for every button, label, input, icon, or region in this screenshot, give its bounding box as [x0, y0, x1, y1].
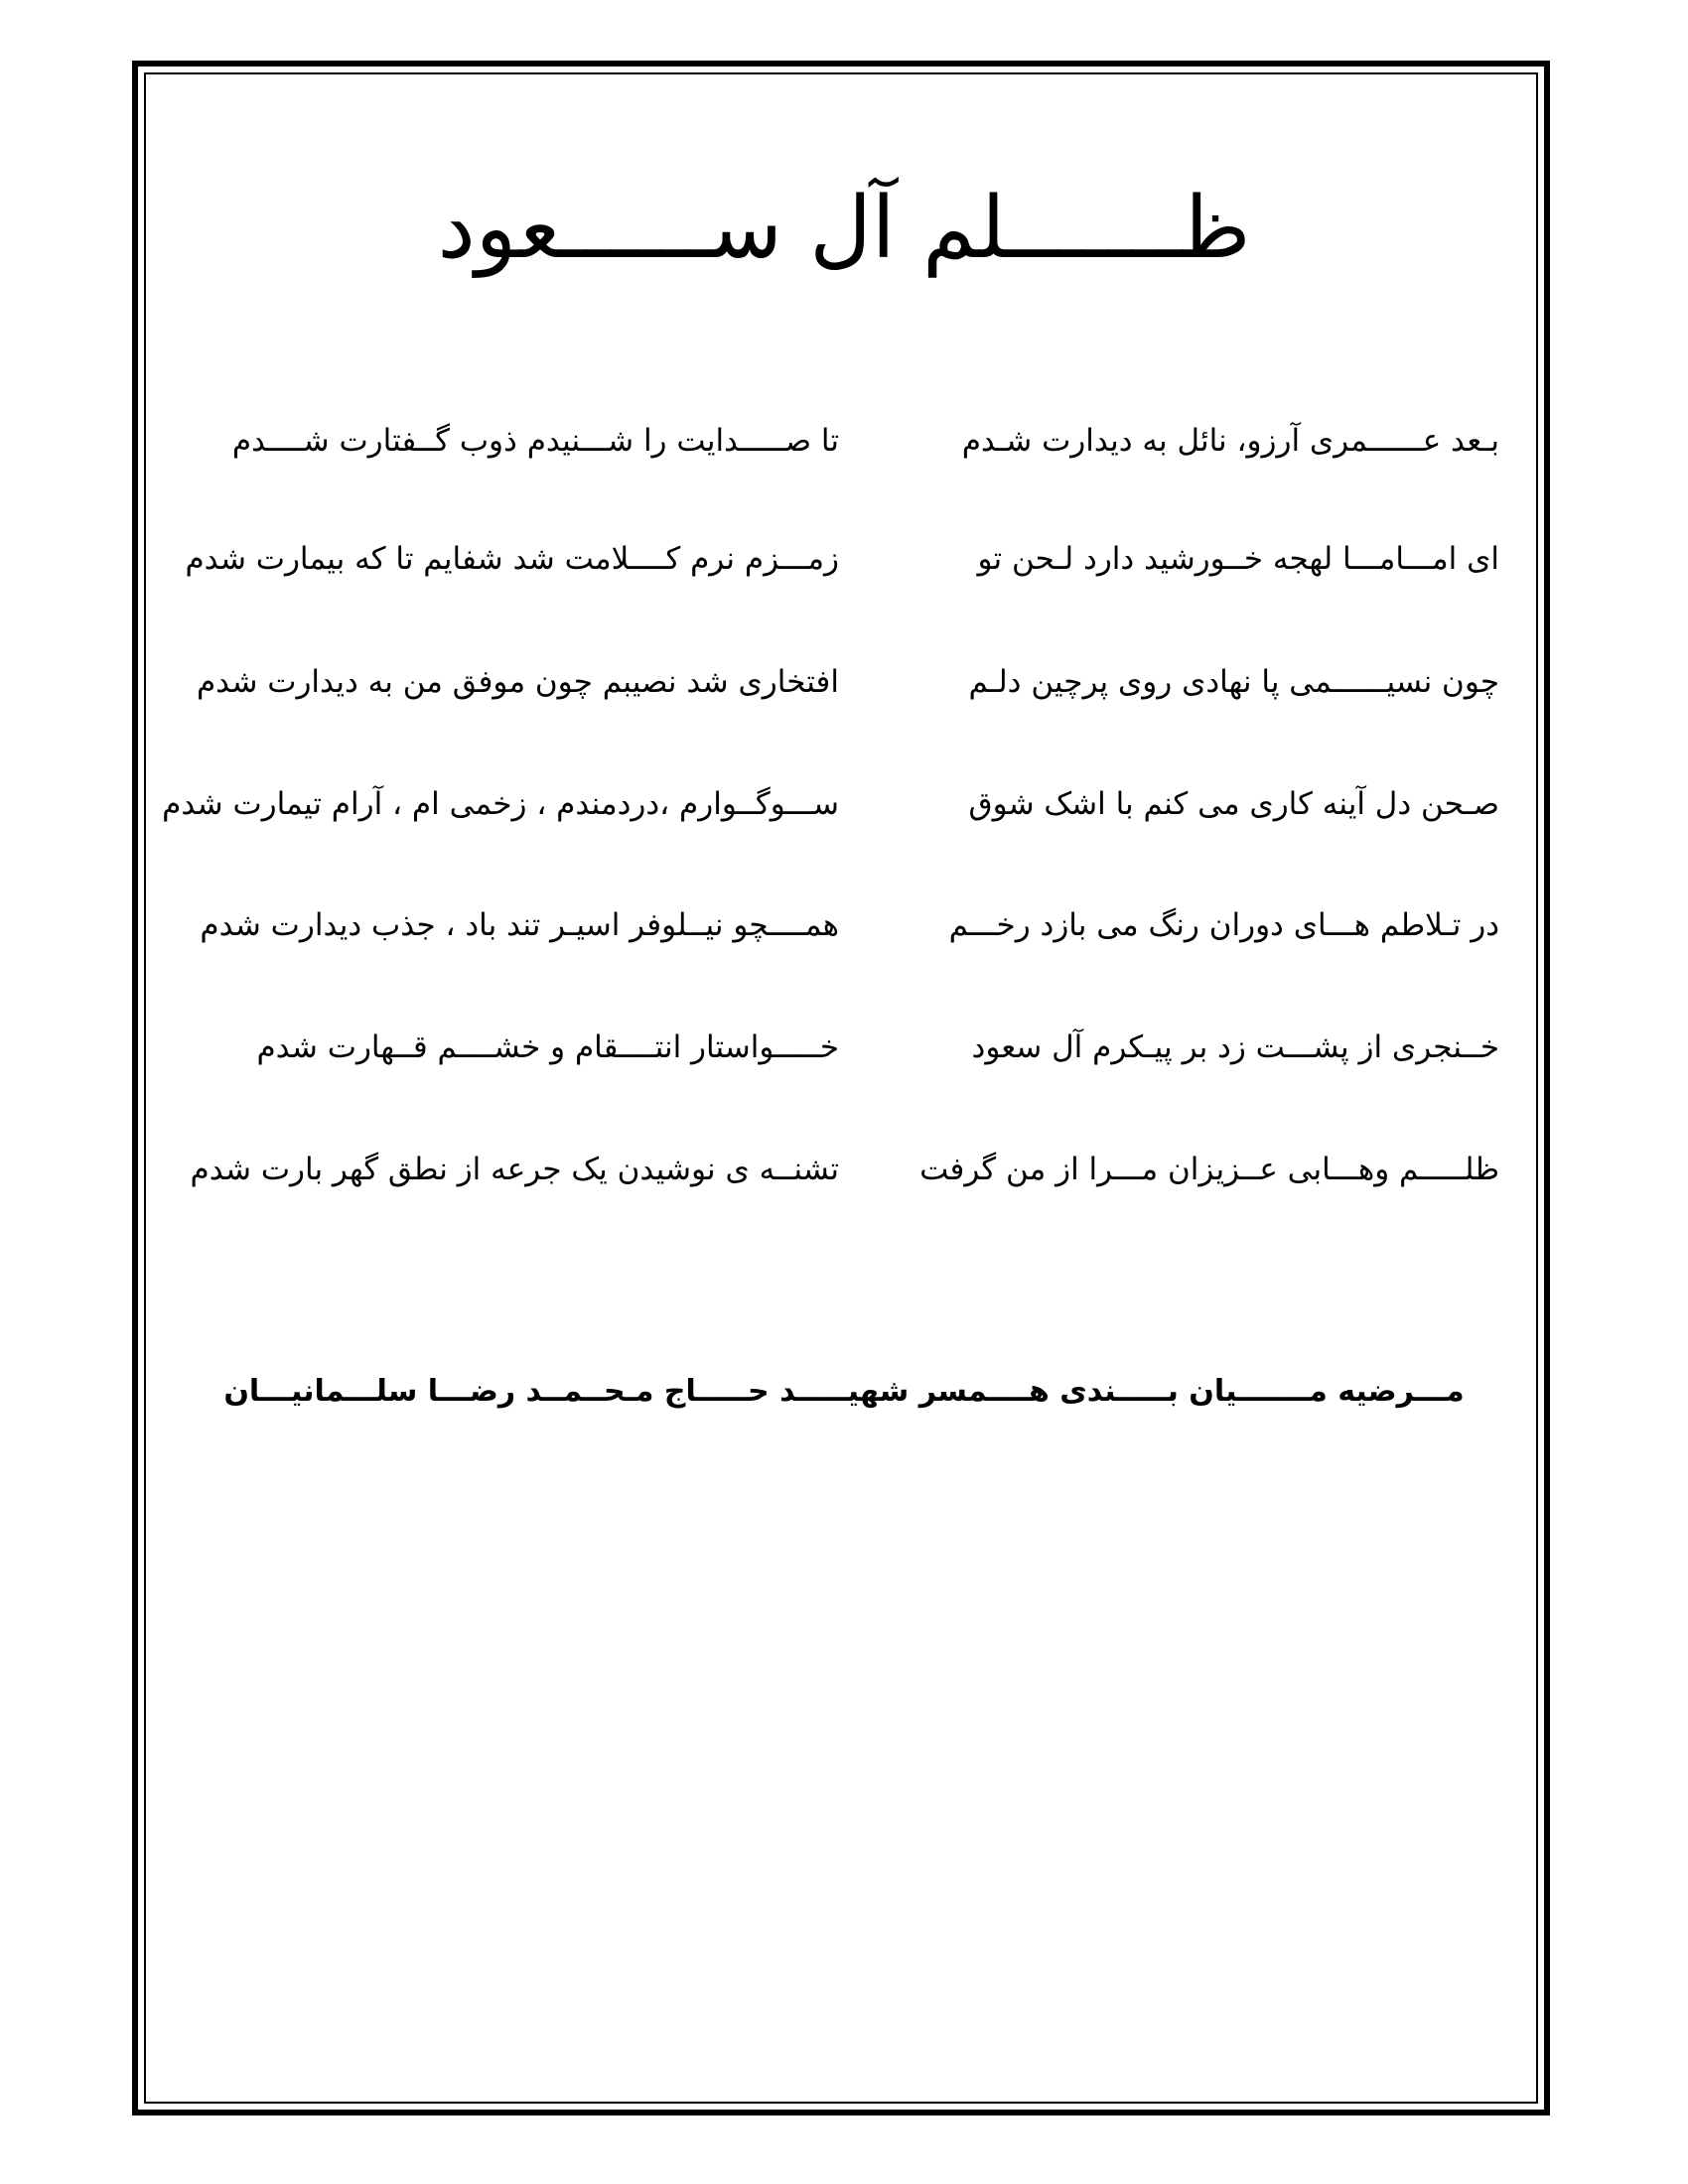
- poem-title: ظـــــــلم آل ســــــعود: [437, 179, 1251, 278]
- verse-5-second-hemistich: همــــچو نیــلوفر اسیـر تند باد ، جذب دیدارت شدم: [200, 907, 839, 943]
- verse-1-first-hemistich: بـعد عــــــمری آرزو، نائل به دیدارت شـدم: [961, 423, 1499, 459]
- verse-6-second-hemistich: خـــــواستار انتــــقام و خشــــم قــهارت شدم: [256, 1029, 839, 1065]
- page-border-inner: [144, 72, 1538, 2104]
- verse-4-second-hemistich: ســـوگــوارم ،دردمندم ، زخمی ام ، آرام تیمارت شدم: [162, 786, 839, 822]
- verse-6-first-hemistich: خــنجری از پشـــت زد بر پیـکرم آل سعود: [971, 1029, 1499, 1065]
- verse-7-second-hemistich: تشنــه ی نوشیدن یک جرعه از نطق گهر بارت شدم: [190, 1152, 839, 1187]
- verse-5-first-hemistich: در تـلاطم هـــای دوران رنگ می بازد رخـــم: [948, 907, 1499, 943]
- verse-3-first-hemistich: چون نسیــــــمی پا نهادی روی پرچین دلـم: [968, 664, 1499, 700]
- verse-3-second-hemistich: افتخاری شد نصیبم چون موفق من به دیدارت شدم: [196, 664, 839, 700]
- verse-2-second-hemistich: زمـــزم نرم کــــلامت شد شفایم تا که بیمارت شدم: [185, 541, 839, 577]
- author-signature: مـــرضیه مـــــــیان بـــــندی هــــمسر شهیـــــد حـــــاج مـحــمــد رضـــا سلـــمانیـــان: [223, 1374, 1465, 1409]
- verse-2-first-hemistich: ای امـــامـــا لهجه خــورشید دارد لـحن تو: [977, 541, 1499, 577]
- verse-7-first-hemistich: ظلـــــم وهـــابی عــزیزان مـــرا از من گرفت: [919, 1152, 1499, 1187]
- verse-4-first-hemistich: صـحن دل آینه کاری می کنم با اشک شوق: [968, 786, 1499, 822]
- verse-1-second-hemistich: تا صـــــدایت را شـــنیدم ذوب گــفتارت شــــدم: [231, 423, 839, 459]
